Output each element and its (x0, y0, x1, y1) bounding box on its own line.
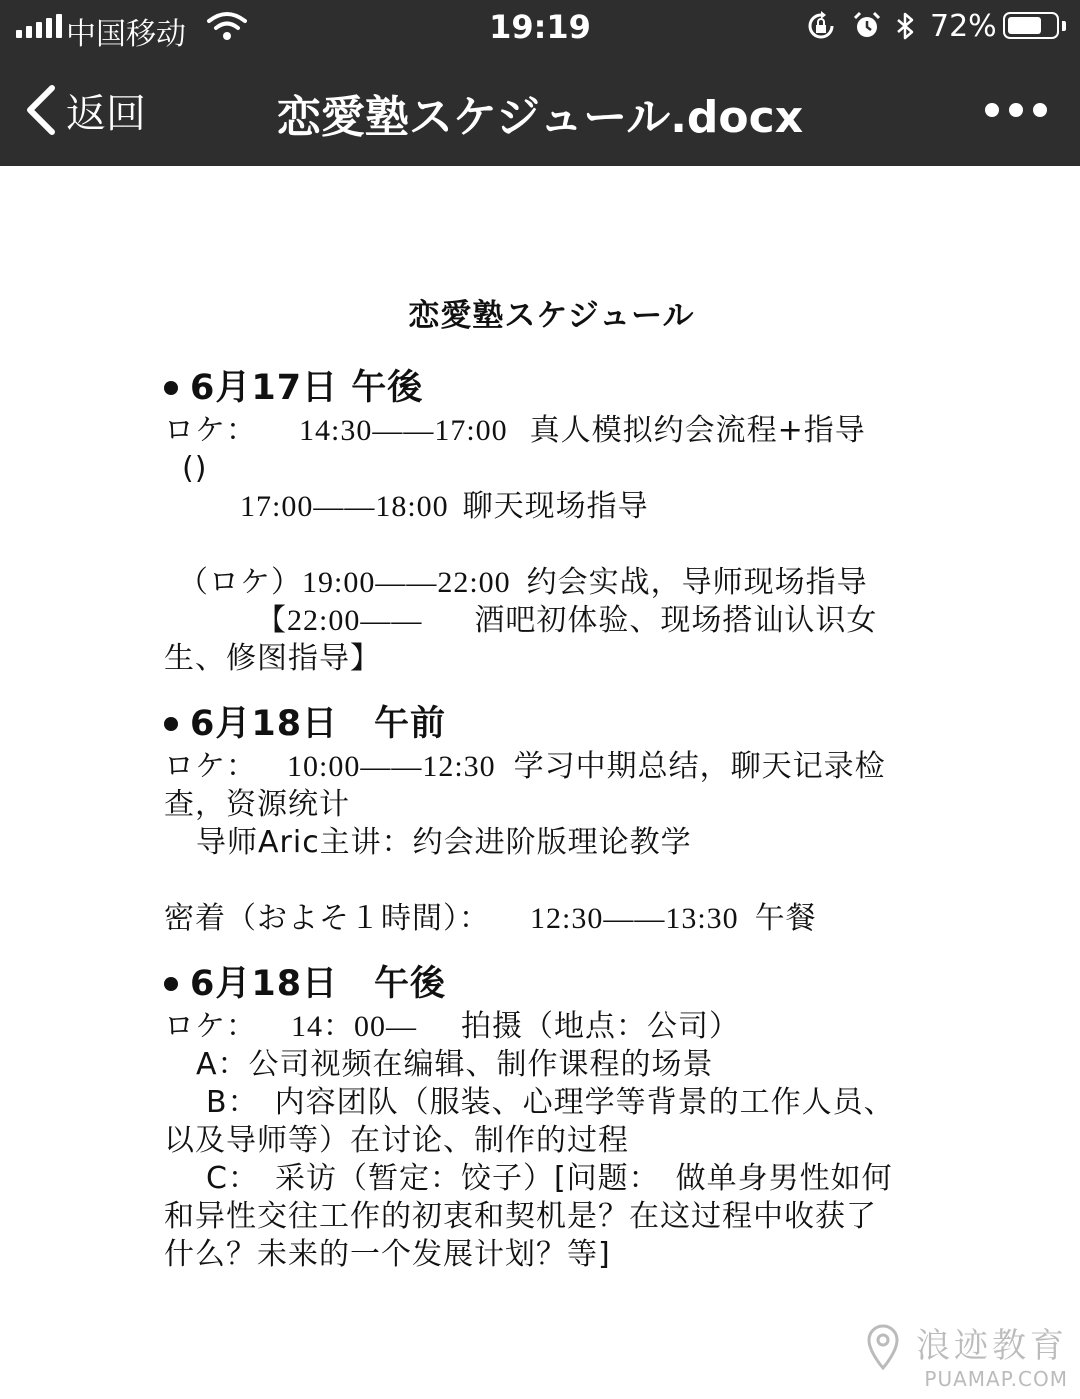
line-text: 生、修图指导】 (164, 641, 381, 676)
line-text: () (182, 451, 208, 486)
section-heading-text: 6月17日 午後 (190, 368, 424, 408)
section-heading-text: 6月18日 午後 (190, 964, 447, 1004)
battery-percent: 72% (930, 9, 997, 44)
line-text: 导师Aric主讲：约会进阶版理论教学 (196, 825, 692, 860)
document-title: 恋愛塾スケジュール (408, 298, 695, 334)
schedule-line (164, 1008, 939, 1046)
bullet-icon (164, 381, 178, 395)
activity-text: 约会实战，导师现场指导 (526, 565, 868, 600)
activity-text: 拍摄（地点：公司） (461, 1009, 740, 1044)
section-heading-text: 6月18日 午前 (190, 704, 447, 744)
more-icon[interactable] (985, 97, 1047, 123)
line-label: ロケ： (164, 1009, 257, 1044)
schedule-line (164, 1122, 939, 1160)
activity-text: 午餐 (754, 901, 817, 936)
chevron-left-icon (22, 82, 58, 138)
activity-text: 学习中期总结，聊天记录检 (513, 749, 886, 784)
schedule-line (164, 450, 939, 488)
schedule-line (164, 488, 939, 526)
line-label: ロケ： (164, 749, 257, 784)
line-label: （ロケ） (178, 565, 302, 600)
status-bar (0, 0, 1080, 55)
top-bar (0, 0, 1080, 166)
battery-icon (1003, 12, 1059, 39)
time-range: 10:00——12:30 (287, 750, 496, 783)
section-heading (164, 364, 939, 412)
schedule-line (164, 786, 939, 824)
location-pin-icon (866, 1324, 900, 1370)
watermark-en: PUAMAP.COM (924, 1367, 1068, 1391)
schedule-line (164, 1198, 939, 1236)
line-text: B： 内容团队（服装、心理学等背景的工作人员、 (206, 1085, 895, 1120)
time-range: 22:00—— (287, 604, 423, 637)
schedule-line (164, 824, 939, 862)
schedule-line (164, 748, 939, 786)
nav-bar (0, 55, 1080, 166)
line-text: 查，资源统计 (164, 787, 350, 822)
line-text: 以及导师等）在讨论、制作的过程 (164, 1123, 629, 1158)
schedule-line (164, 1236, 939, 1274)
time-range: 14:30——17:00 (299, 414, 508, 447)
watermark (916, 1318, 1068, 1391)
schedule-line (164, 602, 939, 640)
battery-level (1008, 17, 1041, 34)
nav-title: 恋愛塾スケジュール.docx (276, 92, 804, 143)
line-text: A：公司视频在编辑、制作课程的场景 (196, 1047, 714, 1082)
section-heading (164, 960, 939, 1008)
line-text: C： 采访（暂定：饺子）[问题： 做单身男性如何 (206, 1161, 893, 1196)
back-label: 返回 (66, 90, 146, 137)
time-range: 17:00——18:00 (240, 490, 449, 523)
schedule-line (164, 900, 939, 938)
schedule-line (164, 1046, 939, 1084)
line-label: 【 (256, 603, 287, 638)
section-heading (164, 700, 939, 748)
line-label: ロケ： (164, 413, 257, 448)
alarm-icon (852, 11, 882, 41)
watermark-cn: 浪迹教育 (916, 1326, 1068, 1366)
rotation-lock-icon (806, 11, 836, 41)
time-range: 14：00— (291, 1010, 417, 1043)
back-button[interactable] (22, 80, 146, 140)
schedule-line (164, 1160, 939, 1198)
time-range: 12:30——13:30 (530, 902, 739, 935)
carrier-label: 中国移动 (66, 17, 186, 52)
line-text: 和异性交往工作的初衷和契机是？在这过程中收获了 (164, 1199, 877, 1234)
schedule-line (164, 640, 939, 678)
battery-tip (1062, 21, 1066, 31)
schedule-line (164, 412, 939, 450)
activity-text: 酒吧初体验、现场搭讪认识女 (474, 603, 878, 638)
bluetooth-icon (890, 11, 920, 41)
schedule-line (164, 1084, 939, 1122)
activity-text: 真人模拟约会流程+指导 (529, 413, 866, 448)
bullet-icon (164, 717, 178, 731)
line-text: 什么？未来的一个发展计划？等] (164, 1237, 611, 1272)
activity-text: 聊天现场指导 (462, 489, 649, 524)
time-range: 19:00——22:00 (302, 566, 511, 599)
schedule-line (164, 564, 939, 602)
line-label: 密着（およそ１時間）： (164, 901, 490, 936)
bullet-icon (164, 977, 178, 991)
status-time: 19:19 (489, 8, 591, 46)
document (164, 290, 939, 1274)
